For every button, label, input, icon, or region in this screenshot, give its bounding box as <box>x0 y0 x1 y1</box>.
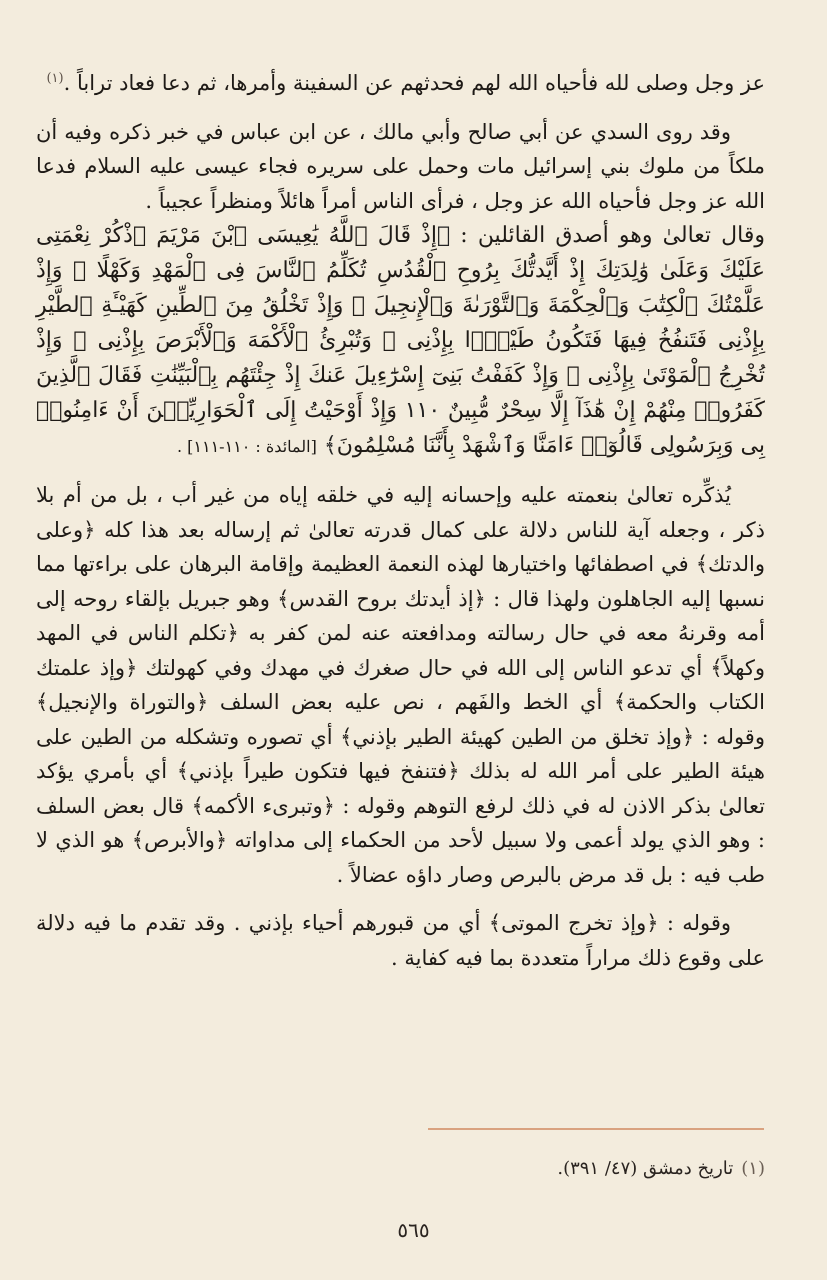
quran-verse-110: إِذْ قَالَ ٱللَّهُ يَٰعِيسَى ٱبْنَ مَرْيَمَ ٱذْكُرْ نِعْمَتِى عَلَيْكَ وَعَلَىٰ وَٰلِدَتِكَ إِذْ أَيَّدتُّكَ بِرُوحِ ٱلْقُدُسِ تُكَلِّمُ ٱلنَّاسَ فِى ٱلْمَهْدِ وَكَهْلًا ۖ وَإِذْ عَلَّمْتُكَ ٱلْكِتَٰبَ وَٱلْحِكْمَةَ وَٱلتَّوْرَىٰةَ وَٱلْإِنجِيلَ ۖ وَإِذْ تَخْلُقُ مِنَ ٱلطِّينِ كَهَيْـَٔةِ ٱلطَّيْرِ بِإِذْنِى فَتَنفُخُ فِيهَا فَتَكُونُ طَيْرًۢا بِإِذْنِى ۖ وَتُبْرِئُ ٱلْأَكْمَهَ وَٱلْأَبْرَصَ بِإِذْنِى ۖ وَإِذْ تُخْرِجُ ٱلْمَوْتَىٰ بِإِذْنِى ۖ وَإِذْ كَفَفْتُ بَنِىٓ إِسْرَٰٓءِيلَ عَنكَ إِذْ جِئْتَهُم بِٱلْبَيِّنَٰتِ فَقَالَ ٱلَّذِينَ كَفَرُوا۟ مِنْهُمْ إِنْ هَٰذَآ إِلَّا سِحْرٌ مُّبِينٌ <box>36 223 765 423</box>
paragraph-1-text: عز وجل وصلى لله فأحياه الله لهم فحدثهم عن السفينة وأمرها، ثم دعا فعاد تراباً . <box>63 71 765 95</box>
paragraph-raising-dead: وقوله : ﴿وإذ تخرج الموتى﴾ أي من قبورهم أحياء بإذني . وقد تقدم ما فيه دلالة على وقوع ذلك مراراً متعددة بما فيه كفاية . <box>36 911 765 970</box>
page-number: ٥٦٥ <box>397 1218 430 1242</box>
quran-intro: وقال تعالىٰ وهو أصدق القائلين : <box>460 223 765 248</box>
paragraph-sadi-narration: وقد روى السدي عن أبي صالح وأبي مالك ، عن ابن عباس في خبر ذكره وفيه أن ملكاً من ملوك بني إسرائيل مات وحمل على سريره فجاء عيسى عليه السلام فدعا الله عز وجل فأحياه الله عز وجل ، فرأى الناس أمراً هائلاً ومنظراً عجيباً . <box>36 119 765 213</box>
paragraph-continuation <box>36 62 765 101</box>
paragraph-tafsir: يُذكِّره تعالىٰ بنعمته عليه وإحسانه إليه في خلقه إياه من غير أب ، بل من أم بلا ذكر ، وجعله آية للناس دلالة على كمال قدرته تعالىٰ ثم إرساله بعد هذا كله ﴿وعلى والدتك﴾ في اصطفائها واختيارها لهذه النعمة العظيمة وإقامة البرهان على براءتها مما نسبها إليه الجاهلون ولهذا قال : ﴿إذ أيدتك بروح القدس﴾ وهو جبريل بإلقاء روحه إلى أمه وقرنهُ معه في حال رسالته ومدافعته عنه لمن كفر به ﴿تكلم الناس في المهد وكهلاً﴾ أي تدعو الناس إلى الله في حال صغرك في مهدك وفي كهولتك ﴿وإذ علمتك الكتاب والحكمة﴾ أي الخط والفَهم ، نص عليه بعض السلف ﴿والتوراة والإنجيل﴾ وقوله : ﴿وإذ تخلق من الطين كهيئة الطير بإذني﴾ أي تصوره وتشكله من الطين على هيئة الطير على أمر الله له بذلك ﴿فتنفخ فيها فتكون طيراً بإذني﴾ أي بأمري يؤكد تعالىٰ بذكر الاذن له في ذلك لرفع التوهم وقوله : ﴿وتبرىء الأكمه﴾ قال بعض السلف : وهو الذي يولد أعمى ولا سبيل لأحد من الحكماء إلى مداواته ﴿والأبرص﴾ هو الذي لا طب فيه : بل قد مرض بالبرص وصار داؤه عضالاً . <box>36 483 765 887</box>
footnote <box>35 1158 765 1179</box>
footnote-text: تاريخ دمشق (٤٧/ ٣٩١). <box>557 1158 734 1179</box>
ayah-number-110: ١١٠ <box>404 398 441 423</box>
footnote-number: (١) <box>741 1158 765 1179</box>
quran-close-bracket: ﴾ <box>323 433 337 458</box>
quran-quote-block <box>36 218 765 464</box>
quran-citation: [المائدة : ١١٠-١١١] . <box>176 437 317 456</box>
footnote-divider <box>428 1128 764 1130</box>
quran-verse-111: وَإِذْ أَوْحَيْتُ إِلَى ٱلْحَوَارِيِّـۧنَ أَنْ ءَامِنُوا۟ بِى وَبِرَسُولِى قَالُوٓا۟ ءَامَنَّا وَٱشْهَدْ بِأَنَّنَا مُسْلِمُونَ <box>36 398 765 458</box>
footnote-reference: (١) <box>46 71 64 86</box>
quran-open-bracket: ﴿ <box>436 223 451 248</box>
main-text <box>36 62 765 975</box>
